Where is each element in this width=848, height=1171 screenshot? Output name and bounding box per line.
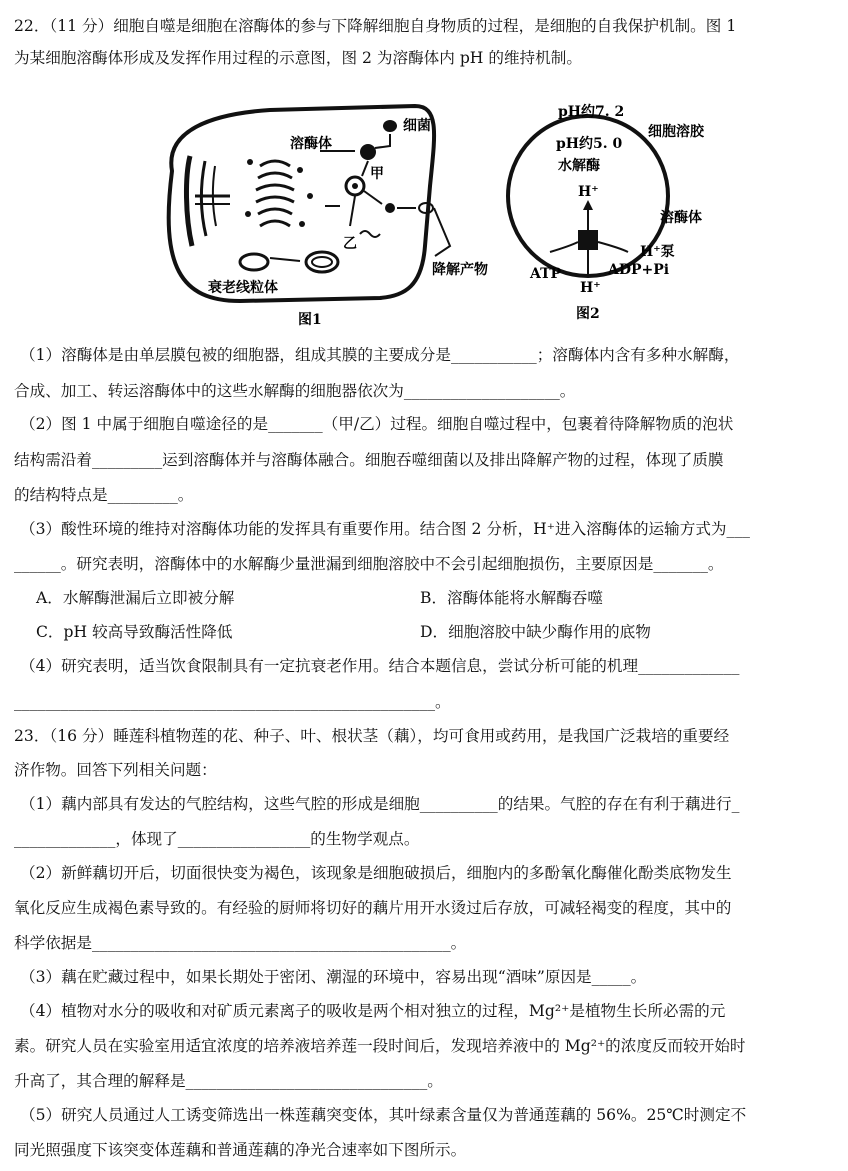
- q23-p2-line2: 氧化反应生成褐色素导致的。有经验的厨师将切好的藕片用开水烫过后存放，可减轻褐变的程度，其中的: [14, 899, 732, 917]
- q22-intro-line1: 22．（11 分）细胞自噬是细胞在溶酶体的参与下降解细胞自身物质的过程，是细胞的自我保护机制。图 1: [14, 17, 737, 35]
- q22-option-d: D．细胞溶胶中缺少酶作用的底物: [420, 623, 651, 641]
- q22-intro-line2: 为某细胞溶酶体形成及发挥作用过程的示意图，图 2 为溶酶体内 pH 的维持机制。: [14, 49, 582, 67]
- fig2-label-pump: H⁺泵: [640, 244, 675, 260]
- fig2-label-hydrolase: 水解酶: [558, 158, 600, 174]
- q22-p3-line2: ______。研究表明，溶酶体中的水解酶少量泄漏到细胞溶胶中不会引起细胞损伤，主要原因是_______。: [14, 555, 724, 573]
- q22-p2-line2: 结构需沿着_________运到溶酶体并与溶酶体融合。细胞吞噬细菌以及排出降解产物的过程，体现了质膜: [14, 451, 724, 469]
- q23-intro-line2: 济作物。回答下列相关问题：: [14, 761, 217, 779]
- fig2-label-adp: ADP+Pi: [608, 262, 670, 278]
- senescent-mitochondrion: [240, 254, 268, 270]
- fig2-label-ph-outer: pH约7. 2: [558, 104, 625, 120]
- q22-p4-line1: （4）研究表明，适当饮食限制具有一定抗衰老作用。结合本题信息，尝试分析可能的机理_____________: [20, 657, 740, 675]
- fig2-label-h-out: H⁺: [580, 280, 601, 296]
- q22-option-b: B．溶酶体能将水解酶吞噬: [420, 589, 603, 607]
- fig1-label-products: 降解产物: [432, 262, 488, 278]
- q23-p4-line2: 素。研究人员在实验室用适宜浓度的培养液培养莲一段时间后，发现培养液中的 Mg²⁺的浓度反而较开始时: [14, 1037, 746, 1055]
- bacterium: [383, 120, 397, 132]
- fig1-label-bacteria: 细菌: [403, 118, 431, 134]
- fig2-label-ph-inner: pH约5. 0: [556, 136, 623, 152]
- q23-p3-line1: （3）藕在贮藏过程中，如果长期处于密闭、潮湿的环境中，容易出现“酒味”原因是_____。: [20, 968, 647, 986]
- golgi-apparatus: [245, 159, 313, 227]
- h-pump: [578, 230, 598, 250]
- atp-arrow: [550, 242, 578, 252]
- fig2-label-lysosome: 溶酶体: [660, 210, 702, 226]
- er-membrane: [201, 161, 206, 236]
- degradation-residue: [360, 231, 380, 237]
- fig1-label-jia: 甲: [370, 166, 384, 182]
- q22-p4-line2: ______________________________________________________。: [14, 693, 451, 711]
- fig1-label-lysosome: 溶酶体: [290, 136, 332, 152]
- q23-p4-line1: （4）植物对水分的吸收和对矿质元素离子的吸收是两个相对独立的过程，Mg²⁺是植物生长所必需的元: [20, 1002, 726, 1020]
- lysosome-vesicle: [360, 144, 376, 160]
- mitochondrion-inner: [312, 257, 332, 267]
- q23-p1-line2: _____________，体现了_________________的生物学观点。: [14, 830, 420, 848]
- adp-arrow: [598, 242, 628, 252]
- q23-p1-line1: （1）藕内部具有发达的气腔结构，这些气腔的形成是细胞__________的结果。气腔的存在有利于藕进行_: [20, 795, 740, 813]
- fig1-label-mito: 衰老线粒体: [208, 280, 278, 296]
- q22-p1-line2: 合成、加工、转运溶酶体中的这些水解酶的细胞器依次为____________________。: [14, 382, 576, 400]
- q23-p2-line3: 科学依据是______________________________________________。: [14, 934, 467, 952]
- autophagosome-core: [352, 183, 358, 189]
- q23-intro-line1: 23．（16 分）睡莲科植物莲的花、种子、叶、根状茎（藕），均可食用或药用，是我国广泛栽培的重要经: [14, 727, 730, 745]
- q22-p1-line1: （1）溶酶体是由单层膜包被的细胞器，组成其膜的主要成分是___________；溶酶体内含有多种水解酶，: [20, 346, 740, 364]
- fig1-caption: 图1: [298, 312, 322, 328]
- fig2-caption: 图2: [576, 306, 600, 322]
- q23-p4-line3: 升高了，其合理的解释是_______________________________。: [14, 1072, 443, 1090]
- lysosome-small: [385, 203, 395, 213]
- q22-p2-line1: （2）图 1 中属于细胞自噬途径的是_______（甲/乙）过程。细胞自噬过程中，包裹着待降解物质的泡状: [20, 415, 734, 433]
- q22-figure-svg: [150, 96, 704, 328]
- fig2-label-atp: ATP: [530, 266, 562, 282]
- q23-p2-line1: （2）新鲜藕切开后，切面很快变为褐色，该现象是细胞破损后，细胞内的多酚氧化酶催化酚类底物发生: [20, 864, 732, 882]
- q22-option-a: A．水解酶泄漏后立即被分解: [36, 589, 235, 607]
- fig2-label-cytosol: 细胞溶胶: [648, 124, 704, 140]
- q23-p5-line1: （5）研究人员通过人工诱变筛选出一株莲藕突变体，其叶绿素含量仅为普通莲藕的 56%。25℃时测定不: [20, 1106, 747, 1124]
- q22-figure: [150, 96, 704, 328]
- q22-p2-line3: 的结构特点是_________。: [14, 486, 194, 504]
- fig2-label-h-in: H⁺: [578, 184, 599, 200]
- fig1-label-yi: 乙: [343, 236, 357, 252]
- q22-p3-line1: （3）酸性环境的维持对溶酶体功能的发挥具有重要作用。结合图 2 分析，H⁺进入溶酶体的运输方式为___: [20, 520, 750, 538]
- pathway-arrows: [270, 134, 450, 261]
- mitochondrion-in-vesicle: [306, 252, 338, 272]
- q22-option-c: C．pH 较高导致酶活性降低: [36, 623, 233, 641]
- q23-p5-line2: 同光照强度下该突变体莲藕和普通莲藕的净光合速率如下图所示。: [14, 1141, 467, 1159]
- nuclear-envelope: [186, 156, 192, 246]
- h-in-arrowhead: [583, 200, 593, 210]
